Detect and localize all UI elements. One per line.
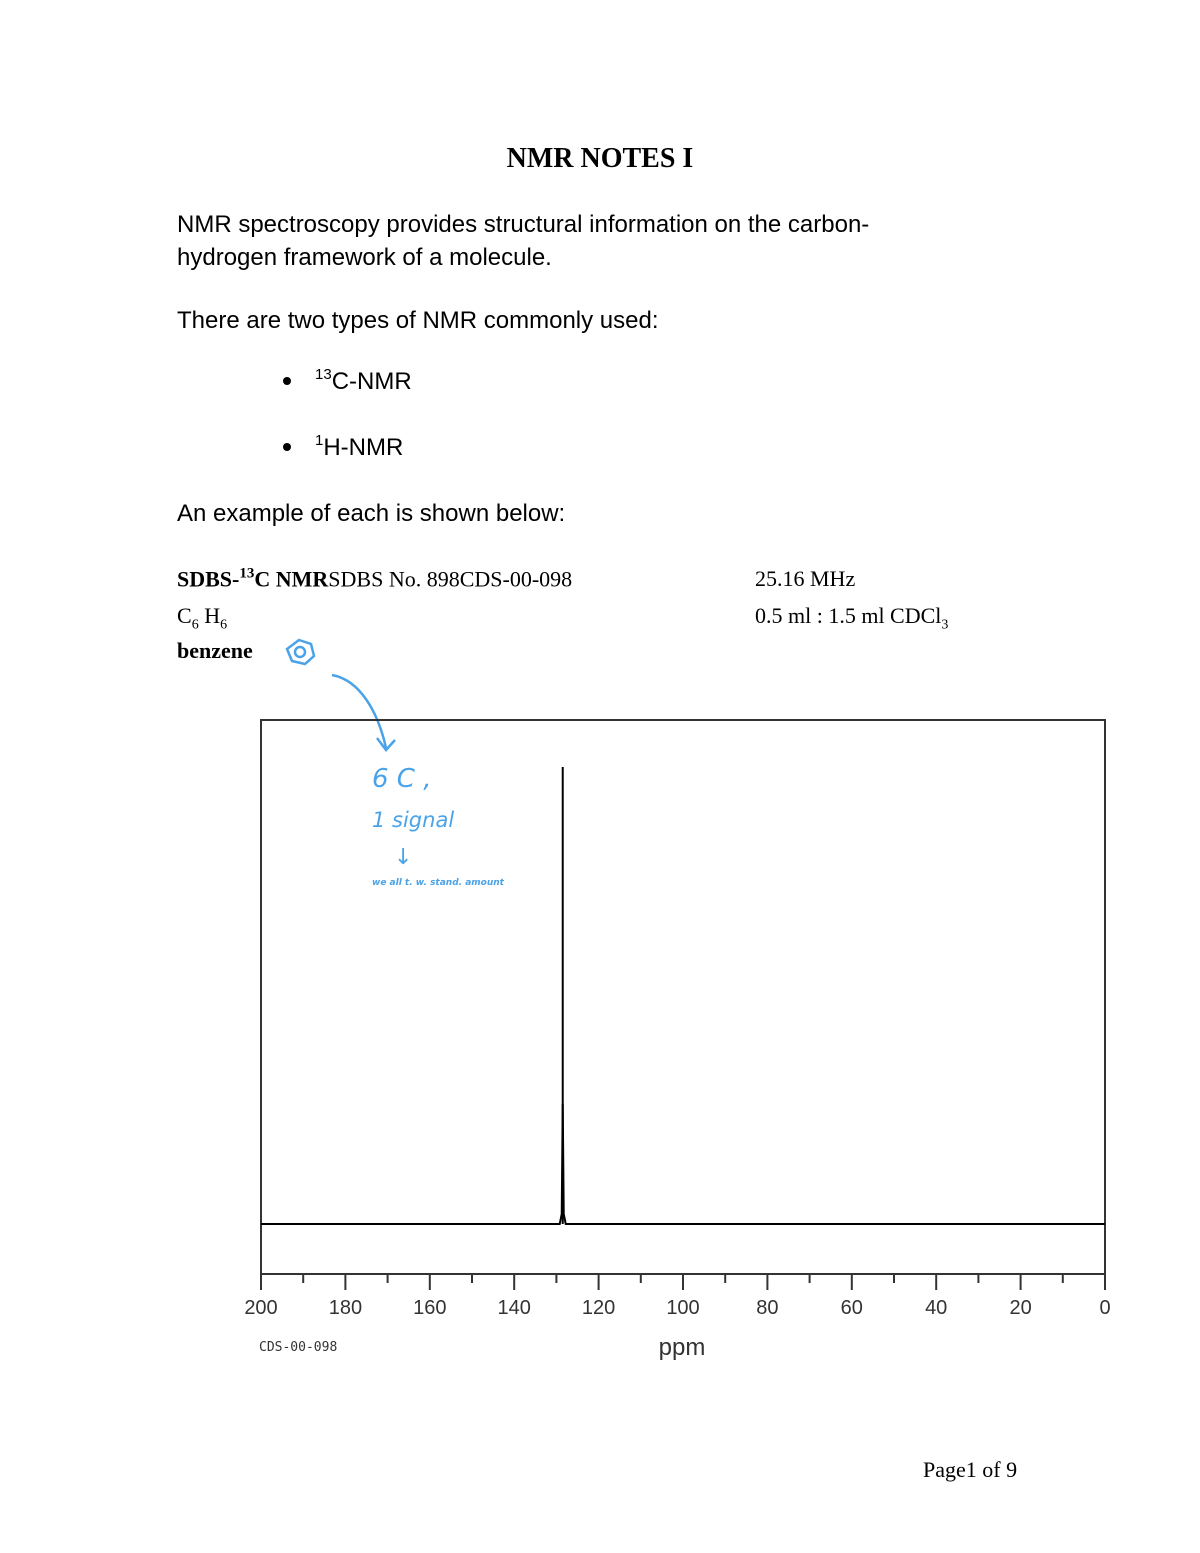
handwritten-curved-arrow [332,675,386,748]
page-number: Page1 of 9 [923,1457,1018,1482]
tick-label-160: 160 [413,1297,447,1319]
example-intro: An example of each is shown below: [177,500,566,527]
bullet-text: C-NMR [331,368,412,395]
tick-label-0: 0 [1099,1297,1111,1319]
tick-label-180: 180 [328,1297,363,1319]
handwritten-note-small: we all t. w. stand. amount [372,878,504,888]
formula-carbon: C [177,603,192,628]
tick-label-20: 20 [1009,1297,1032,1319]
sdbs-prefix: SDBS- [177,566,240,592]
plot-frame [261,720,1105,1274]
types-intro: There are two types of NMR commonly used: [177,307,659,334]
tick-label-120: 120 [581,1297,616,1319]
formula-carbon-count: 6 [191,617,199,633]
bullet-text: H-NMR [323,434,404,461]
tick-label-200: 200 [244,1297,278,1319]
bullet-superscript: 13 [315,366,332,383]
nucleus-label: C NMR [254,566,329,592]
x-axis-label: ppm [658,1334,706,1361]
tick-label-60: 60 [840,1297,863,1319]
handwritten-note-signal: 1 signal [372,808,455,832]
page-title: NMR NOTES I [506,143,694,174]
tick-label-140: 140 [497,1297,531,1319]
formula-hydrogen: H [198,603,221,628]
x-axis-tick-labels [244,1297,1110,1319]
bullet-superscript: 1 [315,432,324,449]
formula-hydrogen-count: 6 [220,617,228,633]
benzene-ring-icon [287,640,314,664]
sdbs-number: SDBS No. 898CDS-00-098 [328,566,573,592]
handwritten-arrow: ↓ [394,845,413,870]
tick-label-100: 100 [666,1297,700,1319]
solvent-subscript: 3 [941,617,949,633]
nucleus-superscript: 13 [239,566,255,582]
compound-name: benzene [177,638,253,663]
spectrometer-frequency: 25.16 MHz [755,566,856,591]
spectrum-code: CDS-00-098 [259,1340,338,1355]
intro-line-2: hydrogen framework of a molecule. [177,244,552,271]
tick-label-40: 40 [925,1297,948,1319]
spectrum-trace [261,1104,1105,1224]
x-axis-ticks [261,1274,1105,1290]
handwritten-note-carbons: 6 C , [372,764,432,794]
tick-label-80: 80 [756,1297,779,1319]
intro-line-1: NMR spectroscopy provides structural information on the carbon- [177,211,870,238]
solvent-text: 0.5 ml : 1.5 ml CDCl [755,603,942,628]
